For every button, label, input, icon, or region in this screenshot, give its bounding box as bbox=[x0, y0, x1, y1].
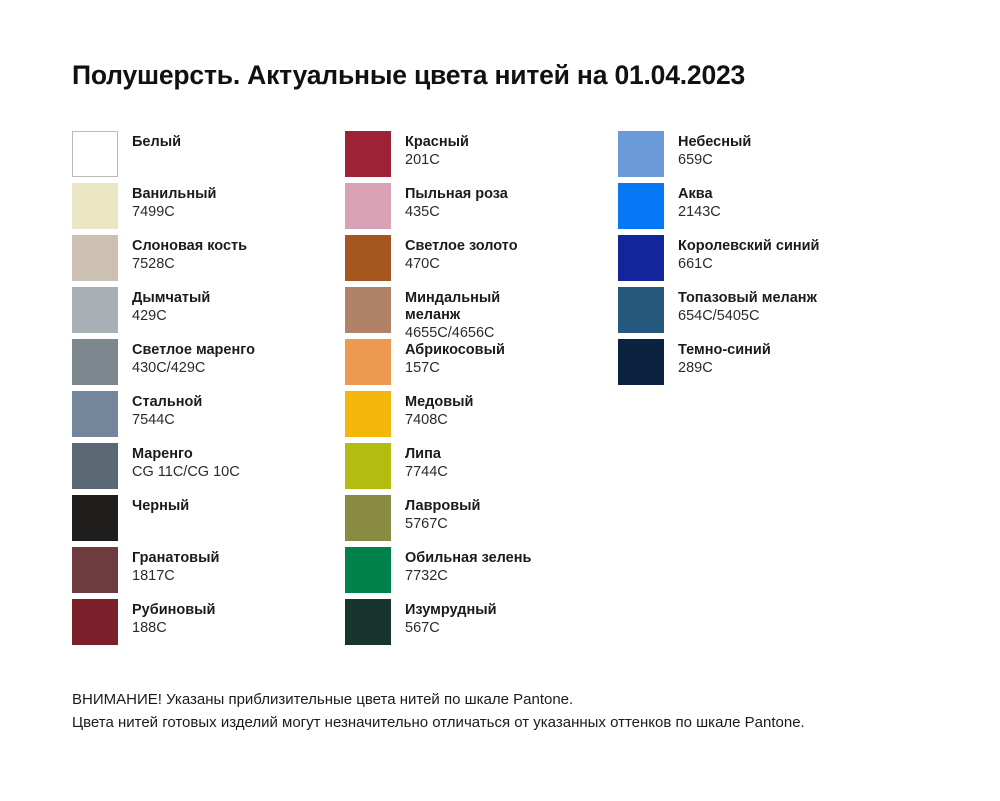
color-name: Гранатовый bbox=[132, 550, 220, 566]
color-code: 661C bbox=[678, 256, 713, 273]
color-chip bbox=[72, 183, 118, 229]
color-chip bbox=[345, 443, 391, 489]
swatch-columns bbox=[72, 131, 952, 651]
swatch-row bbox=[72, 131, 345, 183]
swatch-labels bbox=[678, 235, 819, 273]
color-chip bbox=[618, 235, 664, 281]
color-name: Лавровый bbox=[405, 498, 481, 514]
color-code: 435C bbox=[405, 204, 440, 221]
swatch-row bbox=[618, 339, 891, 391]
color-name: Медовый bbox=[405, 394, 474, 410]
swatch-row bbox=[345, 443, 618, 495]
swatch-labels bbox=[678, 131, 751, 169]
color-chip bbox=[72, 547, 118, 593]
color-chip bbox=[72, 235, 118, 281]
color-chip bbox=[345, 495, 391, 541]
color-code: 654C/5405C bbox=[678, 308, 760, 325]
color-chip bbox=[345, 287, 391, 333]
swatch-labels bbox=[405, 599, 497, 637]
color-name: Стальной bbox=[132, 394, 203, 410]
swatch-row bbox=[618, 183, 891, 235]
swatch-labels bbox=[132, 235, 247, 273]
swatch-row bbox=[618, 131, 891, 183]
swatch-labels bbox=[405, 235, 518, 273]
color-chip bbox=[345, 391, 391, 437]
color-chip bbox=[345, 547, 391, 593]
swatch-labels bbox=[678, 183, 721, 221]
color-name: Липа bbox=[405, 446, 441, 462]
swatch-labels bbox=[132, 599, 215, 637]
color-name: Маренго bbox=[132, 446, 193, 462]
swatch-labels bbox=[132, 339, 255, 377]
swatch-row bbox=[345, 235, 618, 287]
color-code: 188C bbox=[132, 620, 167, 637]
color-code: 7528C bbox=[132, 256, 175, 273]
swatch-labels bbox=[405, 287, 555, 342]
swatch-labels bbox=[678, 287, 817, 325]
color-chip bbox=[72, 599, 118, 645]
swatch-labels bbox=[405, 339, 505, 377]
color-code: 567C bbox=[405, 620, 440, 637]
swatch-row bbox=[72, 235, 345, 287]
color-chip bbox=[618, 339, 664, 385]
color-code: 5767C bbox=[405, 516, 448, 533]
swatch-row bbox=[72, 443, 345, 495]
color-name: Небесный bbox=[678, 134, 752, 150]
color-code: 7544C bbox=[132, 412, 175, 429]
color-code: 470C bbox=[405, 256, 440, 273]
footer-note-line-1: ВНИМАНИЕ! Указаны приблизительные цвета нитей по шкале Pantone. bbox=[72, 691, 574, 708]
swatch-row bbox=[72, 391, 345, 443]
color-chip bbox=[72, 287, 118, 333]
color-chip bbox=[618, 287, 664, 333]
color-code: CG 11C/CG 10C bbox=[132, 464, 240, 481]
color-chip bbox=[345, 235, 391, 281]
swatch-row bbox=[72, 183, 345, 235]
color-name: Дымчатый bbox=[132, 290, 211, 306]
swatch-row bbox=[345, 183, 618, 235]
color-name: Изумрудный bbox=[405, 602, 497, 618]
swatch-row bbox=[618, 235, 891, 287]
swatch-row bbox=[345, 495, 618, 547]
color-name: Слоновая кость bbox=[132, 238, 248, 254]
color-chip bbox=[345, 183, 391, 229]
swatch-row bbox=[345, 339, 618, 391]
color-name: Черный bbox=[132, 498, 190, 514]
swatch-labels bbox=[132, 443, 240, 481]
swatch-row bbox=[345, 547, 618, 599]
swatch-column-2 bbox=[345, 131, 618, 651]
color-code: 2143C bbox=[678, 204, 721, 221]
swatch-labels bbox=[132, 391, 202, 429]
swatch-row bbox=[72, 547, 345, 599]
color-chip bbox=[618, 183, 664, 229]
color-code: 7408C bbox=[405, 412, 448, 429]
swatch-labels bbox=[132, 547, 219, 585]
color-name: Темно-синий bbox=[678, 342, 771, 358]
footer-note-line-2: Цвета нитей готовых изделий могут незначительно отличаться от указанных оттенков по шкале Pantone. bbox=[72, 714, 805, 732]
swatch-labels bbox=[405, 131, 469, 169]
swatch-labels bbox=[405, 547, 531, 585]
swatch-row bbox=[345, 599, 618, 651]
swatch-labels bbox=[132, 131, 181, 152]
swatch-labels bbox=[405, 391, 473, 429]
color-chip bbox=[345, 131, 391, 177]
color-name: Королевский синий bbox=[678, 238, 820, 254]
color-code: 289C bbox=[678, 360, 713, 377]
color-code: 7744C bbox=[405, 464, 448, 481]
color-code: 1817C bbox=[132, 568, 175, 585]
color-code: 157C bbox=[405, 360, 440, 377]
color-chip bbox=[618, 131, 664, 177]
color-code: 430C/429C bbox=[132, 360, 206, 377]
color-name: Обильная зелень bbox=[405, 550, 532, 566]
swatch-labels bbox=[405, 495, 480, 533]
color-chip bbox=[72, 339, 118, 385]
color-name: Аква bbox=[678, 186, 713, 202]
page-title: Полушерсть. Актуальные цвета нитей на 01.04.2023 bbox=[72, 60, 746, 90]
swatch-row bbox=[345, 131, 618, 183]
color-chip bbox=[345, 339, 391, 385]
color-chip bbox=[345, 599, 391, 645]
swatch-labels bbox=[405, 183, 508, 221]
color-name: Рубиновый bbox=[132, 602, 216, 618]
color-name: Светлое маренго bbox=[132, 342, 255, 358]
color-name: Абрикосовый bbox=[405, 342, 505, 358]
color-name: Ванильный bbox=[132, 186, 217, 202]
swatch-row bbox=[72, 599, 345, 651]
color-name: Миндальный меланж bbox=[405, 290, 501, 324]
color-code: 4655C/4656C bbox=[405, 325, 495, 342]
color-chip bbox=[72, 131, 118, 177]
color-chip bbox=[72, 443, 118, 489]
swatch-row bbox=[618, 287, 891, 339]
color-name: Пыльная роза bbox=[405, 186, 508, 202]
swatch-row bbox=[72, 495, 345, 547]
color-code: 659C bbox=[678, 152, 713, 169]
footer-notes bbox=[72, 688, 805, 735]
color-name: Белый bbox=[132, 134, 181, 150]
color-code: 7732C bbox=[405, 568, 448, 585]
color-code: 201C bbox=[405, 152, 440, 169]
swatch-labels bbox=[132, 495, 189, 516]
color-name: Светлое золото bbox=[405, 238, 518, 254]
color-code: 7499C bbox=[132, 204, 175, 221]
color-name: Красный bbox=[405, 134, 469, 150]
color-name: Топазовый меланж bbox=[678, 290, 817, 306]
swatch-labels bbox=[132, 183, 216, 221]
swatch-row bbox=[345, 287, 618, 342]
swatch-row bbox=[72, 287, 345, 339]
swatch-labels bbox=[132, 287, 210, 325]
color-chip bbox=[72, 495, 118, 541]
swatch-column-1 bbox=[72, 131, 345, 651]
color-code: 429C bbox=[132, 308, 167, 325]
swatch-row bbox=[72, 339, 345, 391]
swatch-labels bbox=[405, 443, 448, 481]
swatch-row bbox=[345, 391, 618, 443]
color-chip bbox=[72, 391, 118, 437]
swatch-column-3 bbox=[618, 131, 891, 651]
swatch-labels bbox=[678, 339, 771, 377]
